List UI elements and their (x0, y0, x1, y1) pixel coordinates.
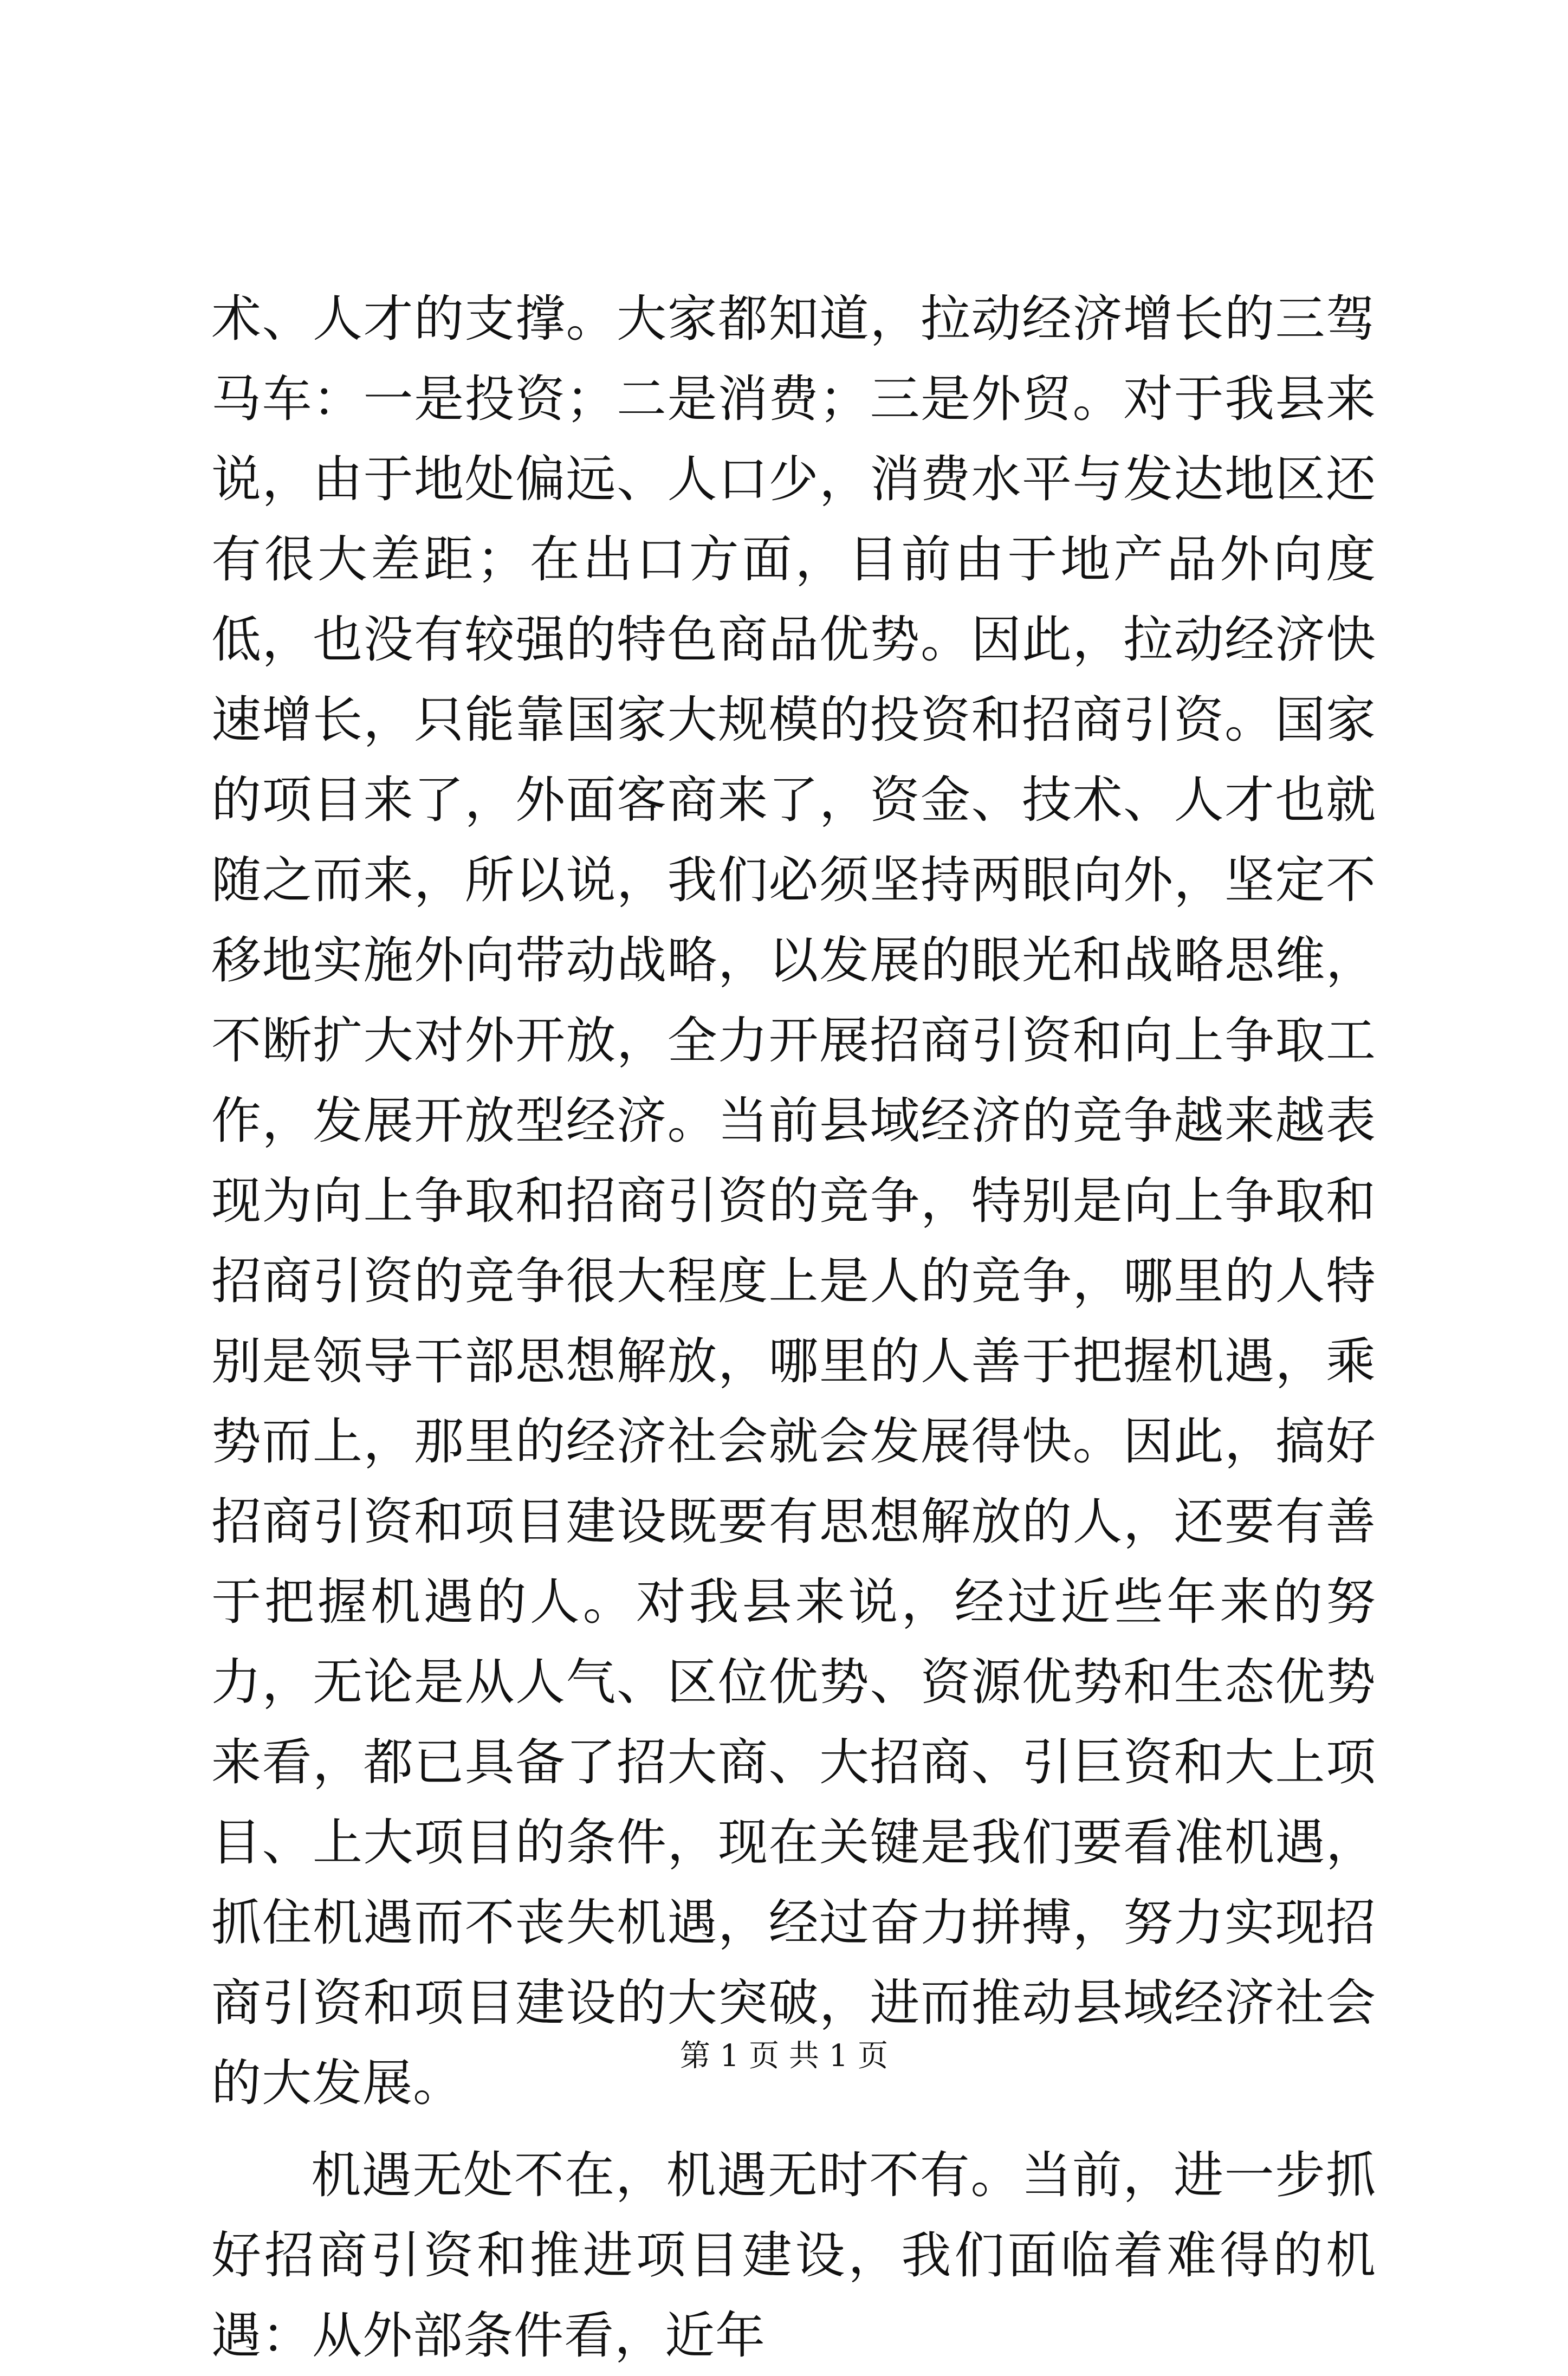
paragraph-continued: 术、人才的支撑。大家都知道，拉动经济增长的三驾马车：一是投资；二是消费；三是外贸。对于我县来说，由于地处偏远、人口少，消费水平与发达地区还有很大差距；在出口方面，目前由于地产品外向度低，也没有较强的特色商品优势。因此，拉动经济快速增长，只能靠国家大规模的投资和招商引资。国家的项目来了，外面客商来了，资金、技术、人才也就随之而来，所以说，我们必须坚持两眼向外，坚定不移地实施外向带动战略，以发展的眼光和战略思维，不断扩大对外开放，全力开展招商引资和向上争取工作，发展开放型经济。当前县域经济的竞争越来越表现为向上争取和招商引资的竞争，特别是向上争取和招商引资的竞争很大程度上是人的竞争，哪里的人特别是领导干部思想解放，哪里的人善于把握机遇，乘势而上，那里的经济社会就会发展得快。因此，搞好招商引资和项目建设既要有思想解放的人，还要有善于把握机遇的人。对我县来说，经过近些年来的努力，无论是从人气、区位优势、资源优势和生态优势来看，都已具备了招大商、大招商、引巨资和大上项目、上大项目的条件，现在关键是我们要看准机遇，抓住机遇而不丧失机遇，经过奋力拼搏，努力实现招商引资和项目建设的大突破，进而推动县域经济社会的大发展。 (211, 290, 1376, 2112)
page-footer: 第 1 页 共 1 页 (679, 2038, 889, 2074)
paragraph-opportunity: 机遇无处不在，机遇无时不有。当前，进一步抓好招商引资和推进项目建设，我们面临着难得的机遇：从外部条件看，近年 (211, 2146, 1376, 2365)
